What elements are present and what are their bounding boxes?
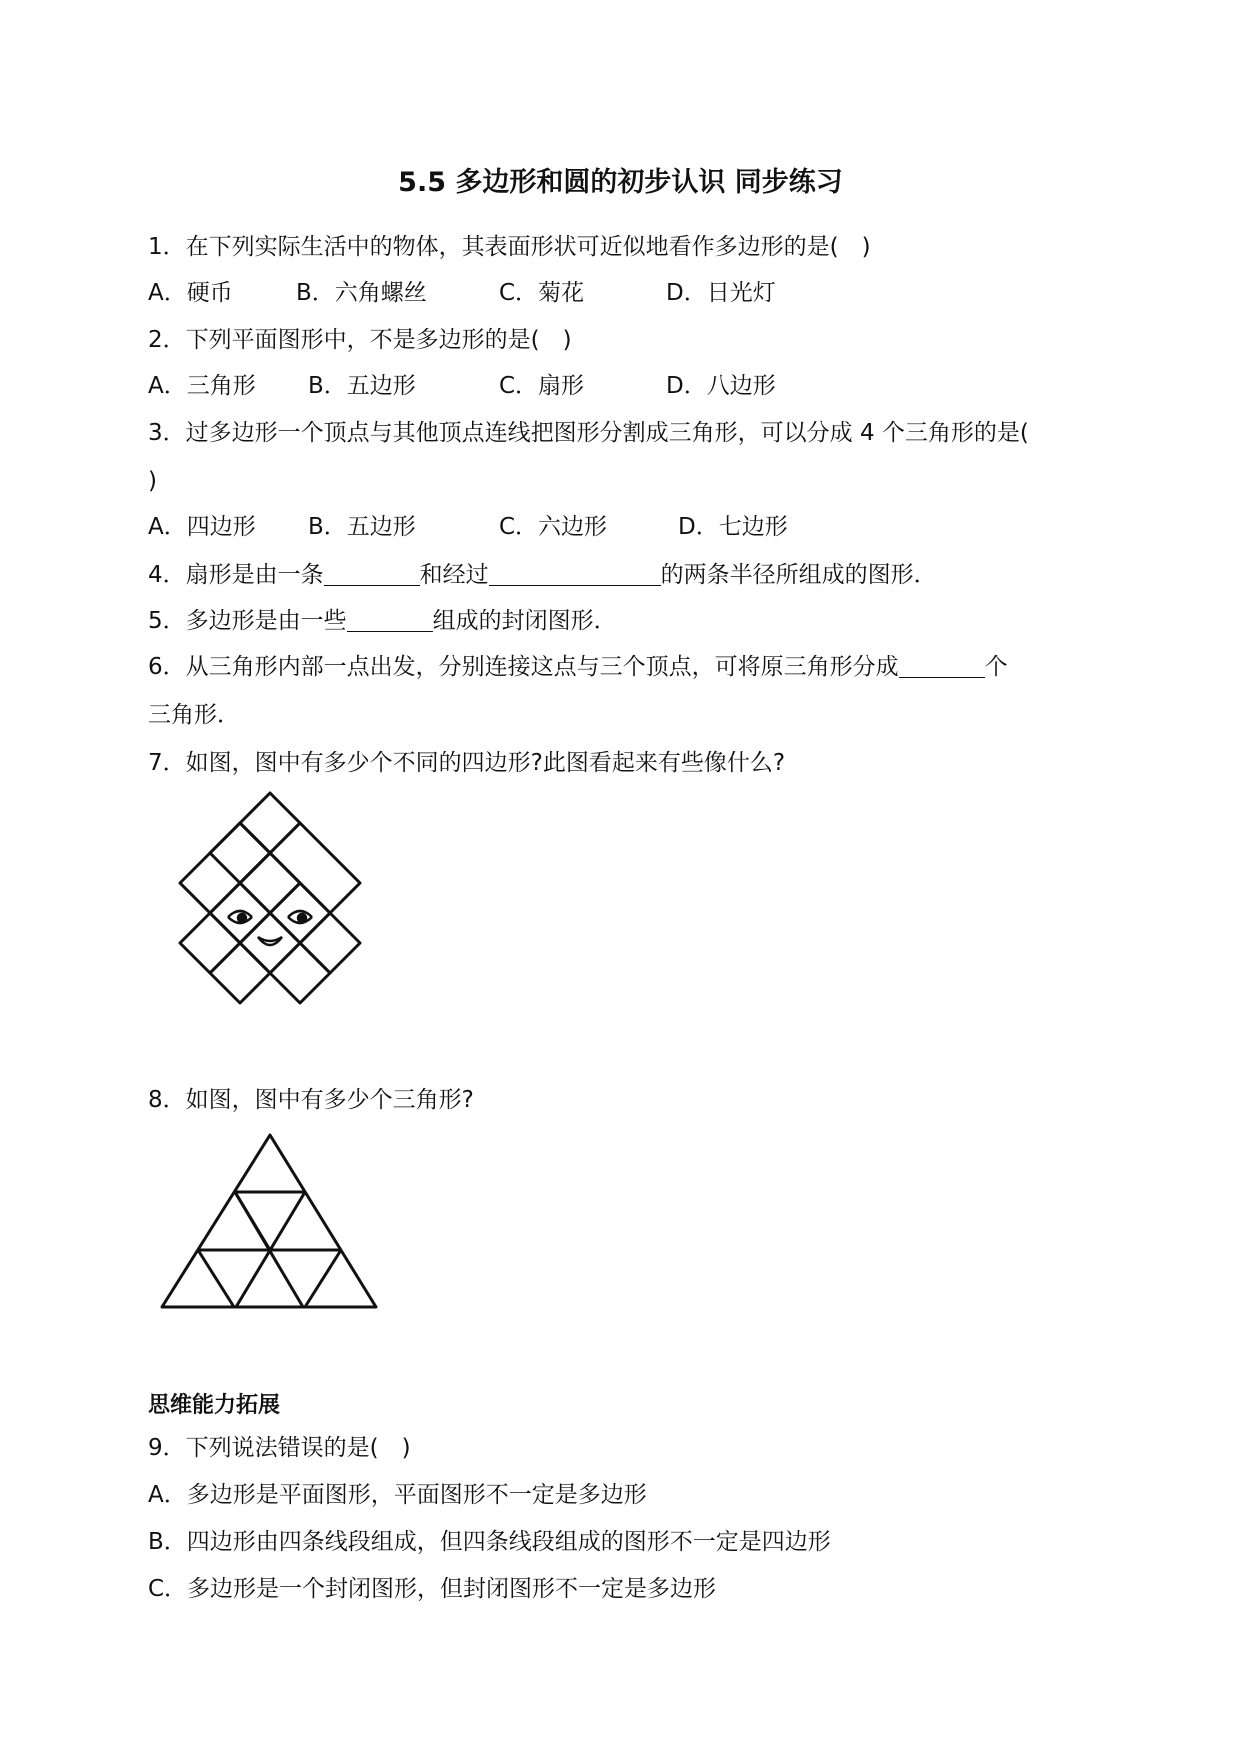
question-2-stem: 2．下列平面图形中，不是多边形的是( ) xyxy=(148,327,572,353)
squares-face-figure xyxy=(160,785,375,1010)
answer-blank xyxy=(347,607,433,632)
question-9-option-a: A．多边形是平面图形，平面图形不一定是多边形 xyxy=(148,1482,647,1508)
question-3-option-b: B．五边形 xyxy=(308,514,416,540)
question-4 xyxy=(148,560,937,590)
question-5-text-2: 组成的封闭图形． xyxy=(432,608,617,634)
answer-blank xyxy=(324,561,420,586)
question-2-option-b: B．五边形 xyxy=(308,373,416,399)
answer-blank xyxy=(489,561,661,586)
section-heading: 思维能力拓展 xyxy=(148,1393,281,1418)
question-6 xyxy=(148,652,1008,682)
question-6-text-1: 6．从三角形内部一点出发，分别连接这点与三个顶点，可将原三角形分成 xyxy=(148,654,899,680)
question-2-option-d: D．八边形 xyxy=(666,373,776,399)
question-4-text-2: 和经过 xyxy=(419,562,489,588)
question-6-text-2: 个 xyxy=(984,654,1008,680)
question-2-option-c: C．扇形 xyxy=(499,373,585,399)
page-title: 5.5 多边形和圆的初步认识 同步练习 xyxy=(398,167,843,198)
question-7-stem: 7．如图，图中有多少个不同的四边形?此图看起来有些像什么? xyxy=(148,750,786,776)
question-1-stem: 1．在下列实际生活中的物体，其表面形状可近似地看作多边形的是( ) xyxy=(148,234,871,260)
question-1-option-d: D．日光灯 xyxy=(666,280,776,306)
question-5-text-1: 5．多边形是由一些 xyxy=(148,608,347,634)
question-3-stem-line-2: ) xyxy=(148,468,157,494)
mouth-icon xyxy=(258,937,282,945)
question-8-stem: 8．如图，图中有多少个三角形? xyxy=(148,1087,474,1113)
question-3-option-c: C．六边形 xyxy=(499,514,608,540)
question-3-stem-line-1: 3．过多边形一个顶点与其他顶点连线把图形分割成三角形，可以分成 4 个三角形的是( xyxy=(148,420,1029,446)
question-3-option-a: A．四边形 xyxy=(148,514,256,540)
question-3-option-d: D．七边形 xyxy=(678,514,788,540)
question-4-text-1: 4．扇形是由一条 xyxy=(148,562,324,588)
question-1-option-b: B．六角螺丝 xyxy=(296,280,427,306)
question-1-option-c: C．菊花 xyxy=(499,280,585,306)
question-9-option-c: C．多边形是一个封闭图形，但封闭图形不一定是多边形 xyxy=(148,1576,717,1602)
question-1-option-a: A．硬币 xyxy=(148,280,233,306)
question-9-stem: 9．下列说法错误的是( ) xyxy=(148,1435,411,1461)
question-2-option-a: A．三角形 xyxy=(148,373,256,399)
question-6-line-2: 三角形． xyxy=(148,702,240,728)
question-9-option-b: B．四边形由四条线段组成，但四条线段组成的图形不一定是四边形 xyxy=(148,1529,831,1555)
eye-left-icon xyxy=(228,911,252,923)
question-5 xyxy=(148,606,617,636)
eye-right-icon xyxy=(288,911,312,923)
answer-blank xyxy=(899,653,985,678)
triangles-figure xyxy=(158,1125,383,1315)
question-4-text-3: 的两条半径所组成的图形． xyxy=(660,562,937,588)
